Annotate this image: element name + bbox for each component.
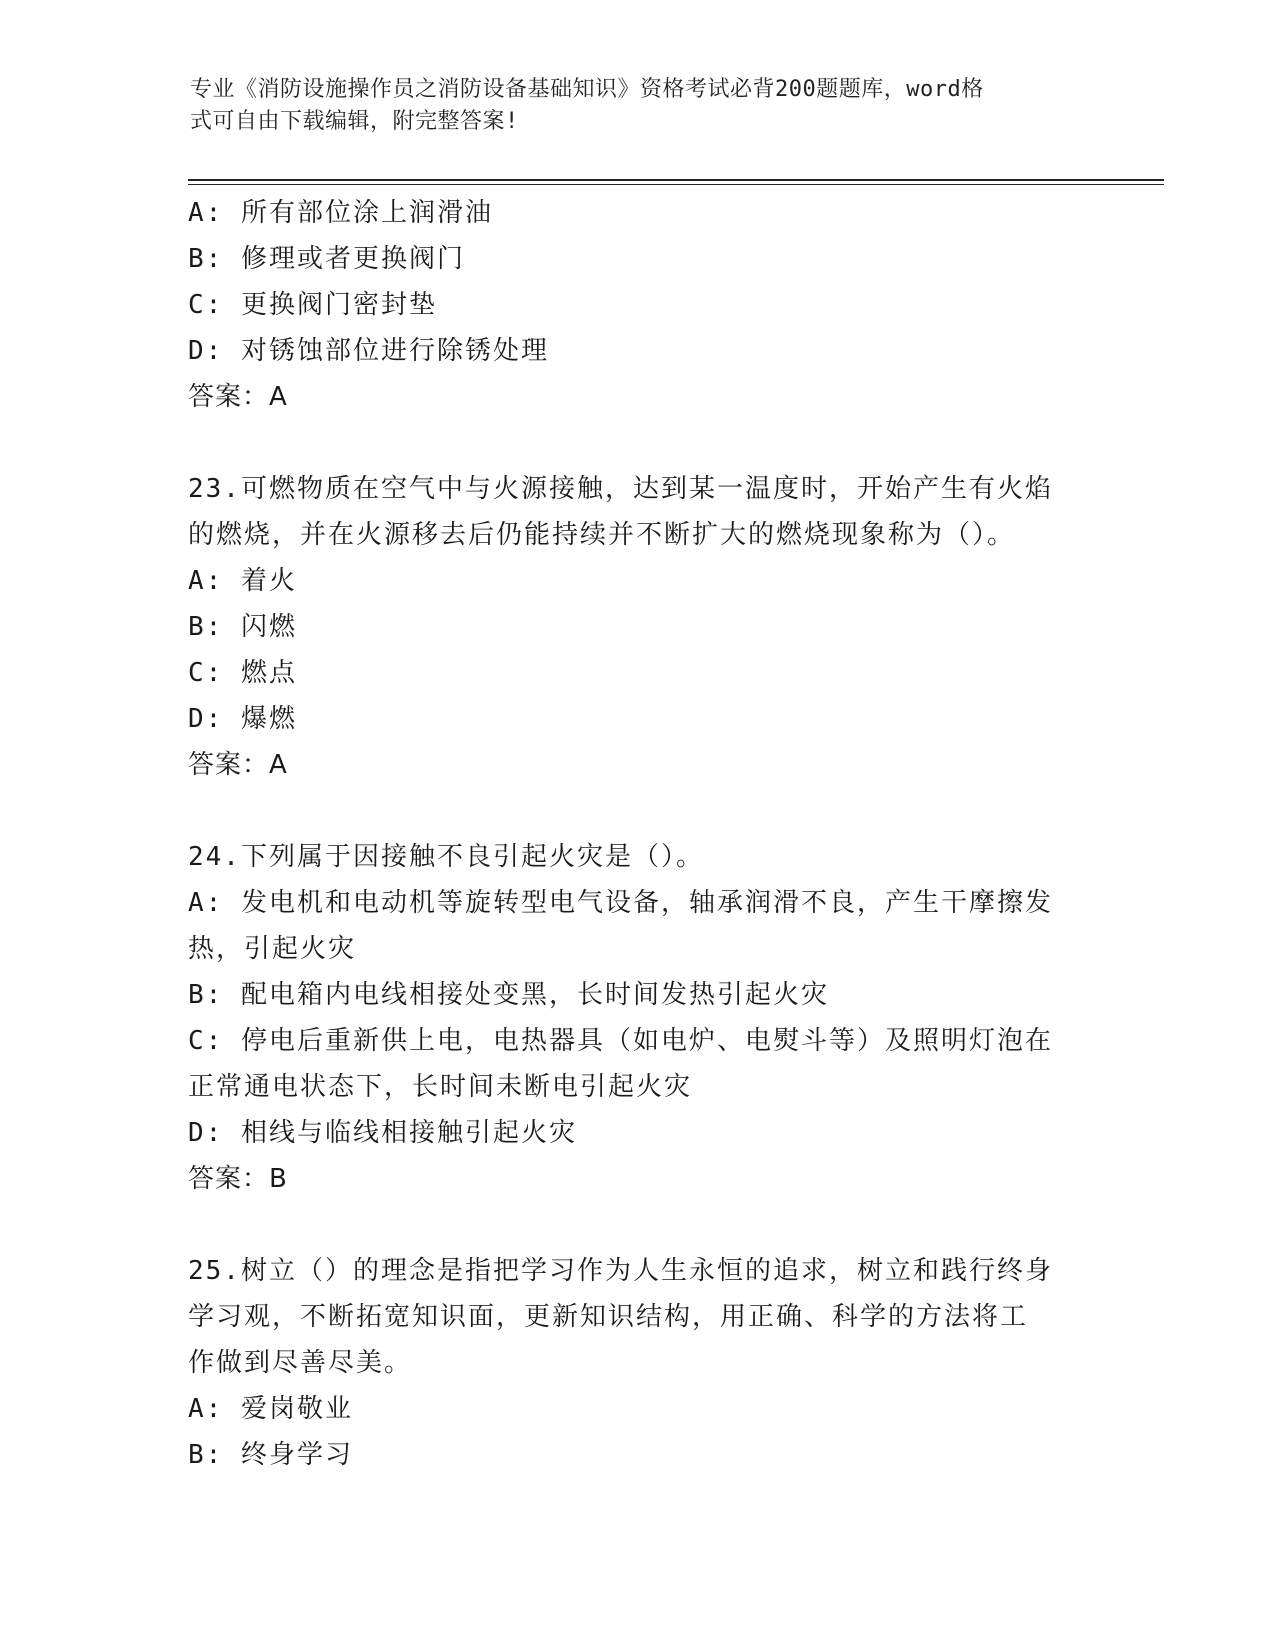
option-c: C: 更换阀门密封垫 [188, 290, 437, 320]
header-line-1: 专业《消防设施操作员之消防设备基础知识》资格考试必背200题题库，word格 [190, 77, 984, 102]
option-a-continued: 热，引起火灾 [188, 934, 357, 964]
question-block-24 [188, 834, 1088, 1202]
header-line-2: 式可自由下载编辑，附完整答案! [190, 109, 519, 134]
spacer [188, 1202, 1088, 1248]
option-a: A: 爱岗敬业 [188, 1394, 353, 1424]
option-a: A: 着火 [188, 566, 297, 596]
option-a: A: 发电机和电动机等旋转型电气设备，轴承润滑不良，产生干摩擦发 [188, 888, 1053, 918]
answer-line: 答案：A [188, 750, 288, 780]
option-d: D: 爆燃 [188, 704, 297, 734]
answer-line: 答案：A [188, 382, 288, 412]
question-block-22 [188, 190, 1088, 420]
question-stem: 25.树立（）的理念是指把学习作为人生永恒的追求，树立和践行终身 [188, 1256, 1053, 1286]
spacer [188, 420, 1088, 466]
option-b: B: 修理或者更换阀门 [188, 244, 465, 274]
option-b: B: 闪燃 [188, 612, 297, 642]
question-stem-continued: 学习观，不断拓宽知识面，更新知识结构，用正确、科学的方法将工 [188, 1302, 1029, 1332]
option-b: B: 终身学习 [188, 1440, 353, 1470]
option-d: D: 相线与临线相接触引起火灾 [188, 1118, 577, 1148]
option-c: C: 燃点 [188, 658, 297, 688]
question-content [188, 190, 1088, 1478]
question-block-23 [188, 466, 1088, 788]
question-stem: 24.下列属于因接触不良引起火灾是（）。 [188, 842, 704, 872]
header-divider-thick [188, 179, 1164, 181]
option-c: C: 停电后重新供上电，电热器具（如电炉、电熨斗等）及照明灯泡在 [188, 1026, 1053, 1056]
question-block-25 [188, 1248, 1088, 1478]
spacer [188, 788, 1088, 834]
question-stem-continued: 的燃烧，并在火源移去后仍能持续并不断扩大的燃烧现象称为（）。 [188, 520, 1016, 550]
option-d: D: 对锈蚀部位进行除锈处理 [188, 336, 549, 366]
option-b: B: 配电箱内电线相接处变黑，长时间发热引起火灾 [188, 980, 829, 1010]
document-header [190, 74, 1090, 138]
question-stem: 23.可燃物质在空气中与火源接触，达到某一温度时，开始产生有火焰 [188, 474, 1053, 504]
answer-line: 答案：B [188, 1164, 288, 1194]
option-c-continued: 正常通电状态下，长时间未断电引起火灾 [188, 1072, 693, 1102]
question-stem-continued: 作做到尽善尽美。 [188, 1348, 413, 1378]
header-divider-thin [188, 184, 1164, 185]
option-a: A: 所有部位涂上润滑油 [188, 198, 493, 228]
